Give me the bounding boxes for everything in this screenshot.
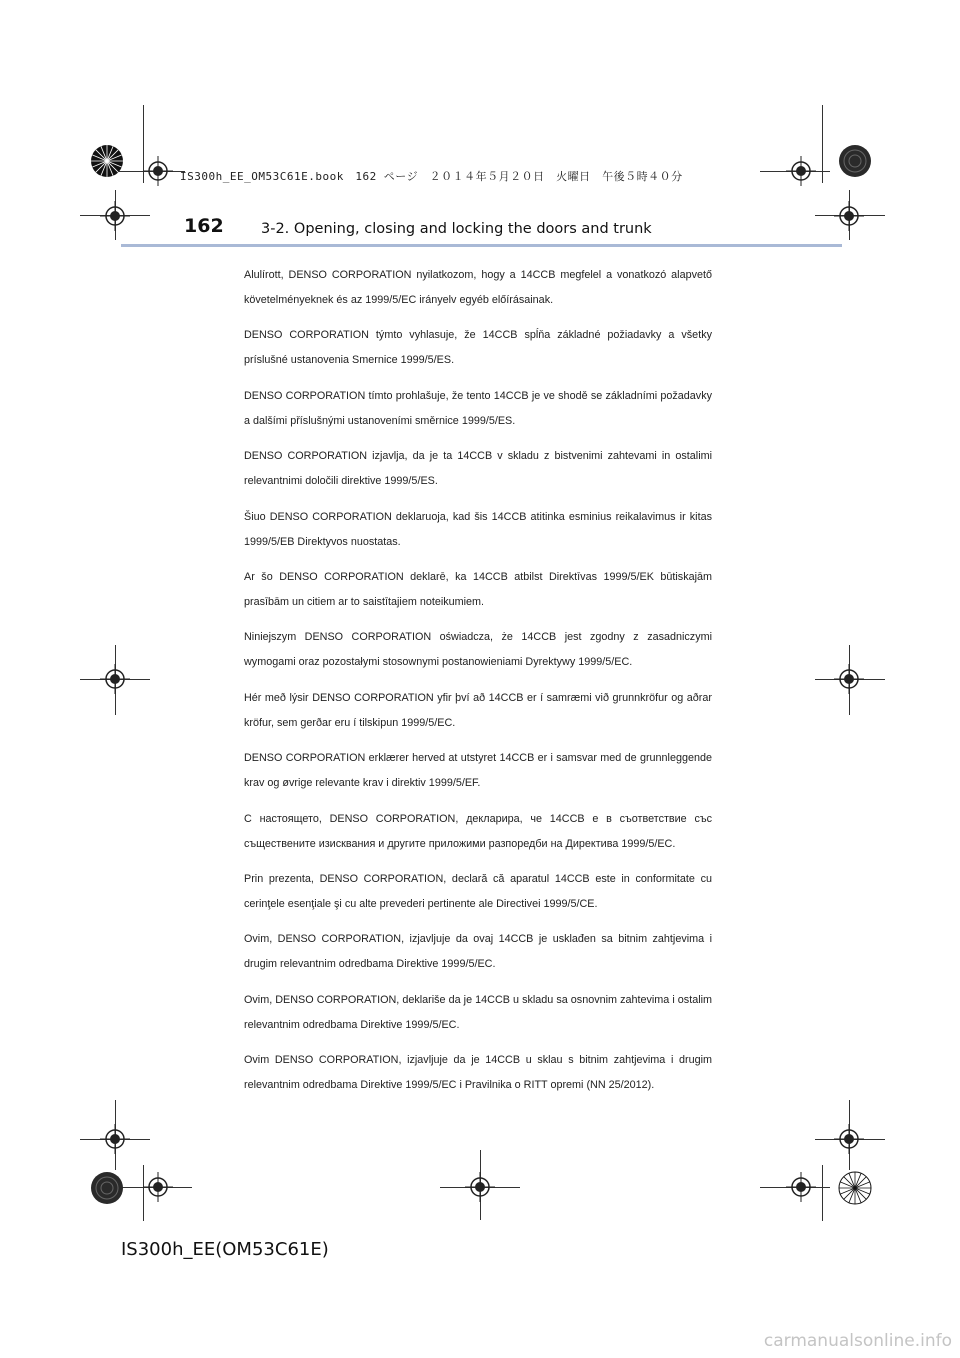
paragraph-icelandic: Hér með lýsir DENSO CORPORATION yfir því að 14CCB er í samræmi við grunnkröfur og aðrar kröfur, sem gerðar eru í tilskipun 1999/5/EC. — [244, 691, 712, 729]
registration-target-icon — [834, 201, 864, 231]
section-title: 3-2. Opening, closing and locking the doors and trunk — [261, 221, 652, 237]
paragraph-serbian: Ovim, DENSO CORPORATION, deklariše da je 14CCB u skladu sa osnovnim zahtevima i ostalim relevantnim odredbama Direktive 1999/5/EC. — [244, 993, 712, 1031]
paragraph-slovenian: DENSO CORPORATION izjavlja, da je ta 14CCB v skladu z bistvenimi zahtevami in ostalimi relevantnimi določili direktive 1999/5/ES. — [244, 450, 712, 488]
paragraph-bulgarian: С настоящето, DENSO CORPORATION, декларира, че 14CCB е в съответствие със съществените изисквания и другите приложими разпоредби на Директива 1999/5/ЕС. — [244, 812, 712, 850]
print-star-target-icon — [838, 1171, 872, 1205]
registration-target-icon — [100, 664, 130, 694]
paragraph-latvian: Ar šo DENSO CORPORATION deklarē, ka 14CCB atbilst Direktīvas 1999/5/EK būtiskajām prasībām un citiem ar to saistītajiem noteikumiem. — [244, 570, 712, 608]
registration-target-icon — [143, 1172, 173, 1202]
page-number: 162 — [184, 215, 224, 237]
paragraph-polish: Niniejszym DENSO CORPORATION oświadcza, że 14CCB jest zgodny z zasadniczymi wymogami oraz pozostałymi stosownymi postanowieniami Dyrektywy 1999/5/EC. — [244, 631, 712, 669]
paragraph-croatian: Ovim DENSO CORPORATION, izjavljuje da je 14CCB u sklau s bitnim zahtjevima i drugim relevantnim odredbama Direktive 1999/5/EC i Pravilnika o RITT opremi (NN 25/2012). — [244, 1054, 712, 1092]
paragraph-czech: DENSO CORPORATION tímto prohlašuje, že tento 14CCB je ve shodě se základními požadavky a dalšími příslušnými ustanoveními směrnice 1999/5/ES. — [244, 389, 712, 427]
registration-target-icon — [465, 1172, 495, 1202]
paragraph-norwegian: DENSO CORPORATION erklærer herved at utstyret 14CCB er i samsvar med de grunnleggende krav og øvrige relevante krav i direktiv 1999/5/EF. — [244, 752, 712, 790]
paragraph-bosnian: Ovim, DENSO CORPORATION, izjavljuje da ovaj 14CCB je usklađen sa bitnim zahtjevima i drugim relevantnim odredbama Direktive 1999/5/EC. — [244, 933, 712, 971]
registration-target-icon — [100, 1124, 130, 1154]
registration-target-icon — [834, 664, 864, 694]
registration-target-icon — [834, 1124, 864, 1154]
paragraph-slovak: DENSO CORPORATION týmto vyhlasuje, že 14CCB spĺňa základné požiadavky a všetky príslušné ustanovenia Smernice 1999/5/ES. — [244, 329, 712, 367]
paragraph-romanian: Prin prezenta, DENSO CORPORATION, declară că aparatul 14CCB este in conformitate cu cerinţele esenţiale şi cu alte prevederi pertinente ale Directivei 1999/5/CE. — [244, 872, 712, 910]
print-density-patch-icon — [838, 144, 872, 178]
registration-target-icon — [786, 156, 816, 186]
registration-target-icon — [786, 1172, 816, 1202]
watermark: carmanualsonline.info — [763, 1331, 952, 1351]
header-rule — [121, 244, 842, 247]
print-book-header: IS300h_EE_OM53C61E.book 162 ページ ２０１４年５月２０日 火曜日 午後５時４０分 — [180, 170, 683, 183]
registration-target-icon — [100, 201, 130, 231]
paragraph-hungarian: Alulírott, DENSO CORPORATION nyilatkozom, hogy a 14CCB megfelel a vonatkozó alapvető követelményeknek és az 1999/5/EC irányelv egyéb előírásainak. — [244, 269, 712, 306]
paragraph-lithuanian: Šiuo DENSO CORPORATION deklaruoja, kad šis 14CCB atitinka esminius reikalavimus ir kitas 1999/5/EB Direktyvos nuostatas. — [244, 510, 712, 548]
model-code-footer: IS300h_EE(OM53C61E) — [121, 1239, 329, 1260]
registration-target-icon — [143, 156, 173, 186]
print-star-target-icon — [90, 144, 124, 178]
print-density-patch-icon — [90, 1171, 124, 1205]
declaration-text — [244, 263, 712, 1108]
